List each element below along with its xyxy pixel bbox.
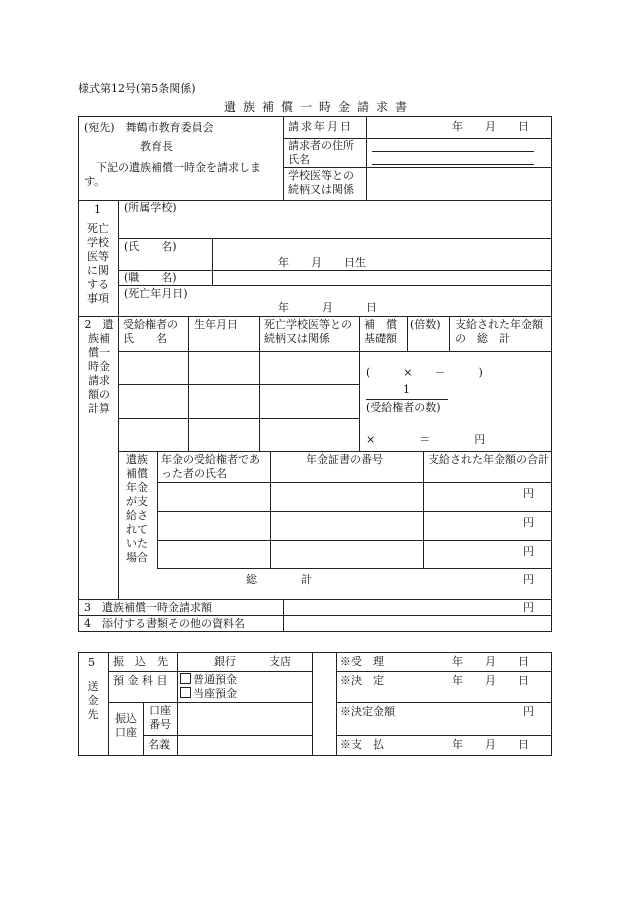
paid-label: ※支 払: [340, 738, 384, 751]
claimant-label: 請求者の住所氏名: [288, 139, 354, 166]
formula-fraction-bar: [366, 399, 448, 400]
pension-total-label: 総 計: [246, 573, 312, 586]
checkbox-icon[interactable]: [180, 687, 191, 698]
decided-amount-label: ※決定金額: [340, 705, 395, 718]
school-label: (所属学校): [124, 201, 177, 214]
section5-label: 送金先: [87, 680, 99, 721]
form-number: 様式第12号(第5条関係): [78, 82, 196, 95]
col-multiplier: (倍数): [410, 318, 441, 331]
paid-date[interactable]: 年 月 日: [452, 738, 529, 751]
account-label: 振込口座: [115, 712, 137, 739]
pension-col-name: 年金の受給権者であった者の氏名: [161, 453, 260, 480]
formula-result[interactable]: × ＝ 円: [366, 433, 486, 446]
col-total: 支給された年金額 の 総 計: [455, 318, 554, 345]
pension-total-yen: 円: [523, 573, 534, 586]
bank-label: 振 込 先: [113, 655, 168, 668]
col-relation: 死亡学校医等との続柄又は関係: [264, 318, 352, 345]
account-name-label: 名義: [148, 738, 170, 751]
deposit-ordinary-label: 普通預金: [193, 673, 237, 686]
section1-label: 死亡学校医等に関する事項: [87, 222, 109, 305]
claimant-address-line[interactable]: [372, 151, 534, 152]
formula-bottom: (受給権者の数): [366, 401, 441, 414]
pension-yen-3: 円: [523, 545, 534, 558]
account-no-label: 口座番号: [149, 704, 171, 731]
deposit-current-label: 当座預金: [193, 687, 237, 700]
formula-one: 1: [403, 383, 410, 396]
relation-label: 学校医等との続柄又は関係: [288, 169, 354, 196]
deposit-ordinary[interactable]: [180, 673, 237, 687]
col-recipient: 受給権者の氏 名: [123, 318, 178, 345]
col-base: 補 償基礎額: [364, 318, 397, 345]
col-birth: 生年月日: [194, 318, 238, 331]
decided-label: ※決 定: [340, 674, 384, 687]
section1-number: 1: [94, 203, 101, 216]
job-label: (職 名): [124, 271, 177, 284]
date-label: 請求年月日: [288, 120, 353, 133]
death-date-label: (死亡年月日): [124, 287, 188, 300]
decided-date[interactable]: 年 月 日: [452, 674, 529, 687]
pension-col-amount: 支給された年金額の合計: [428, 453, 549, 466]
date-value[interactable]: 年 月 日: [452, 120, 529, 133]
checkbox-icon[interactable]: [180, 673, 191, 684]
section5-number: 5: [88, 656, 95, 669]
deposit-current[interactable]: [180, 687, 237, 701]
pension-yen-2: 円: [523, 516, 534, 529]
deposit-label: 預 金 科 目: [113, 674, 168, 687]
birth-date[interactable]: 年 月 日生: [278, 256, 366, 269]
decided-amount-yen[interactable]: 円: [523, 705, 534, 718]
addressee: (宛先) 舞鶴市教育委員会: [84, 121, 214, 134]
pension-label: 遺族補償年金が支給されていた場合: [126, 453, 148, 564]
section3-label: 3 遺族補償一時金請求額: [84, 601, 212, 614]
received-date[interactable]: 年 月 日: [452, 655, 529, 668]
deceased-name-label: (氏 名): [124, 240, 177, 253]
claimant-name-line[interactable]: [372, 164, 534, 165]
bank-value[interactable]: 銀行 支店: [214, 655, 291, 668]
request-text: 下記の遺族補償一時金を請求します。: [84, 161, 261, 188]
pension-col-cert: 年金証書の番号: [306, 453, 383, 466]
formula-top: ( × － ): [366, 366, 483, 379]
addressee-title: 教育長: [140, 140, 173, 153]
pension-yen-1: 円: [523, 487, 534, 500]
section4-label: 4 添付する書類その他の資料名: [84, 617, 245, 630]
page-title: 遺族補償一時金請求書: [224, 100, 415, 114]
section3-yen[interactable]: 円: [523, 601, 534, 614]
section2-label: 2 遺族補償一時金請求額の計算: [84, 318, 114, 415]
received-label: ※受 理: [340, 655, 384, 668]
death-date-value[interactable]: 年 月 日: [278, 301, 377, 314]
